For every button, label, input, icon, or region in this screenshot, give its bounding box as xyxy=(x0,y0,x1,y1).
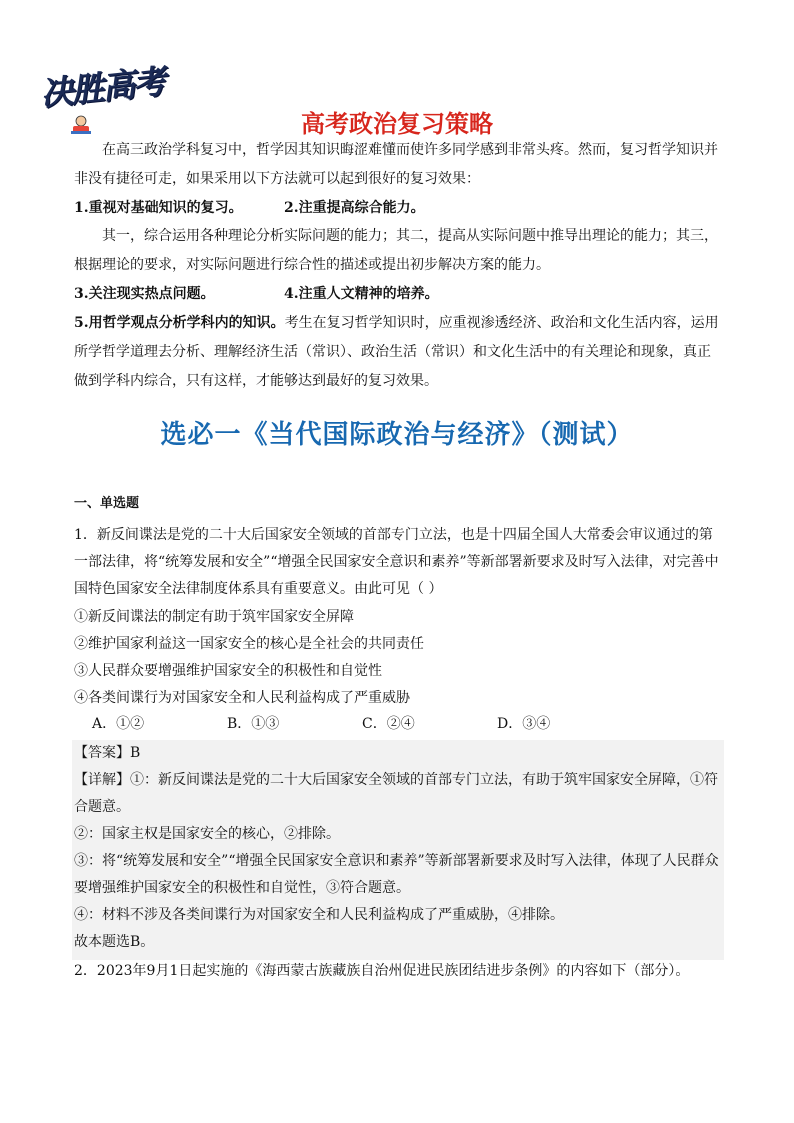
logo-text: 决胜高考 xyxy=(38,61,166,114)
question-1-choices xyxy=(92,713,632,733)
choice-d: D．③④ xyxy=(497,716,551,732)
strategy-point-3: 3.关注现实热点问题。 xyxy=(74,286,215,302)
question-2-stem: 2．2023年9月1日起实施的《海西蒙古族藏族自治州促进民族团结进步条例》的内容如下（部分）。 xyxy=(74,963,690,979)
test-title: 选必一《当代国际政治与经济》（测试） xyxy=(160,420,634,450)
strategy-point-5 xyxy=(74,309,722,396)
strategy-point-2: 2.注重提高综合能力。 xyxy=(284,200,425,216)
question-1-item-2: ②维护国家利益这一国家安全的核心是全社会的共同责任 xyxy=(74,636,424,652)
choice-a: A．①② xyxy=(92,716,145,732)
strategy-point-5-body: 考生在复习哲学知识时，应重视渗透经济、政治和文化生活内容，运用所学哲学道理去分析、理解经济生活（常识）、政治生活（常识）和文化生活中的有关理论和现象，真正做到学科内综合，只有这样，才能够达到最好的复习效果。 xyxy=(74,315,719,389)
answer: 【答案】B xyxy=(74,745,141,761)
strategy-intro: 在高三政治学科复习中，哲学因其知识晦涩难懂而使许多同学感到非常头疼。然而，复习哲学知识并非没有捷径可走，如果采用以下方法就可以起到很好的复习效果： xyxy=(74,142,718,187)
strategy-point-2-detail: 其一，综合运用各种理论分析实际问题的能力；其二，提高从实际问题中推导出理论的能力；其三，根据理论的要求，对实际问题进行综合性的描述或提出初步解决方案的能力。 xyxy=(74,228,718,273)
question-1-item-3: ③人民群众要增强维护国家安全的积极性和自觉性 xyxy=(74,663,382,679)
choice-b: B．①③ xyxy=(227,716,280,732)
choice-c: C．②④ xyxy=(362,716,415,732)
section-heading: 一、单选题 xyxy=(74,496,140,511)
explanation-2: ②：国家主权是国家安全的核心，②排除。 xyxy=(74,826,340,842)
question-1-stem: 1．新反间谍法是党的二十大后国家安全领域的首部专门立法，也是十四届全国人大常委会审议通过的第一部法律，将“统筹发展和安全”“增强全民国家安全意识和素养”等新部署新要求及时写入法律，对完善中国特色国家安全法律制度体系具有重要意义。由此可见（ ） xyxy=(74,527,719,597)
strategy-title: 高考政治复习策略 xyxy=(301,110,493,138)
explanation-1: 【详解】①：新反间谍法是党的二十大后国家安全领域的首部专门立法，有助于筑牢国家安全屏障，①符合题意。 xyxy=(74,772,718,815)
conclusion: 故本题选B。 xyxy=(74,934,155,950)
strategy-point-4: 4.注重人文精神的培养。 xyxy=(284,286,439,302)
explanation-4: ④：材料不涉及各类间谍行为对国家安全和人民利益构成了严重威胁，④排除。 xyxy=(74,907,564,923)
strategy-point-1: 1.重视对基础知识的复习。 xyxy=(74,200,243,216)
explanation-3: ③：将“统筹发展和安全”“增强全民国家安全意识和素养”等新部署新要求及时写入法律，体现了人民群众要增强维护国家安全的积极性和自觉性，③符合题意。 xyxy=(74,853,719,896)
question-1-item-4: ④各类间谍行为对国家安全和人民利益构成了严重威胁 xyxy=(74,690,410,706)
strategy-point-5-head: 5.用哲学观点分析学科内的知识。 xyxy=(74,315,285,331)
question-1-item-1: ①新反间谍法的制定有助于筑牢国家安全屏障 xyxy=(74,609,354,625)
